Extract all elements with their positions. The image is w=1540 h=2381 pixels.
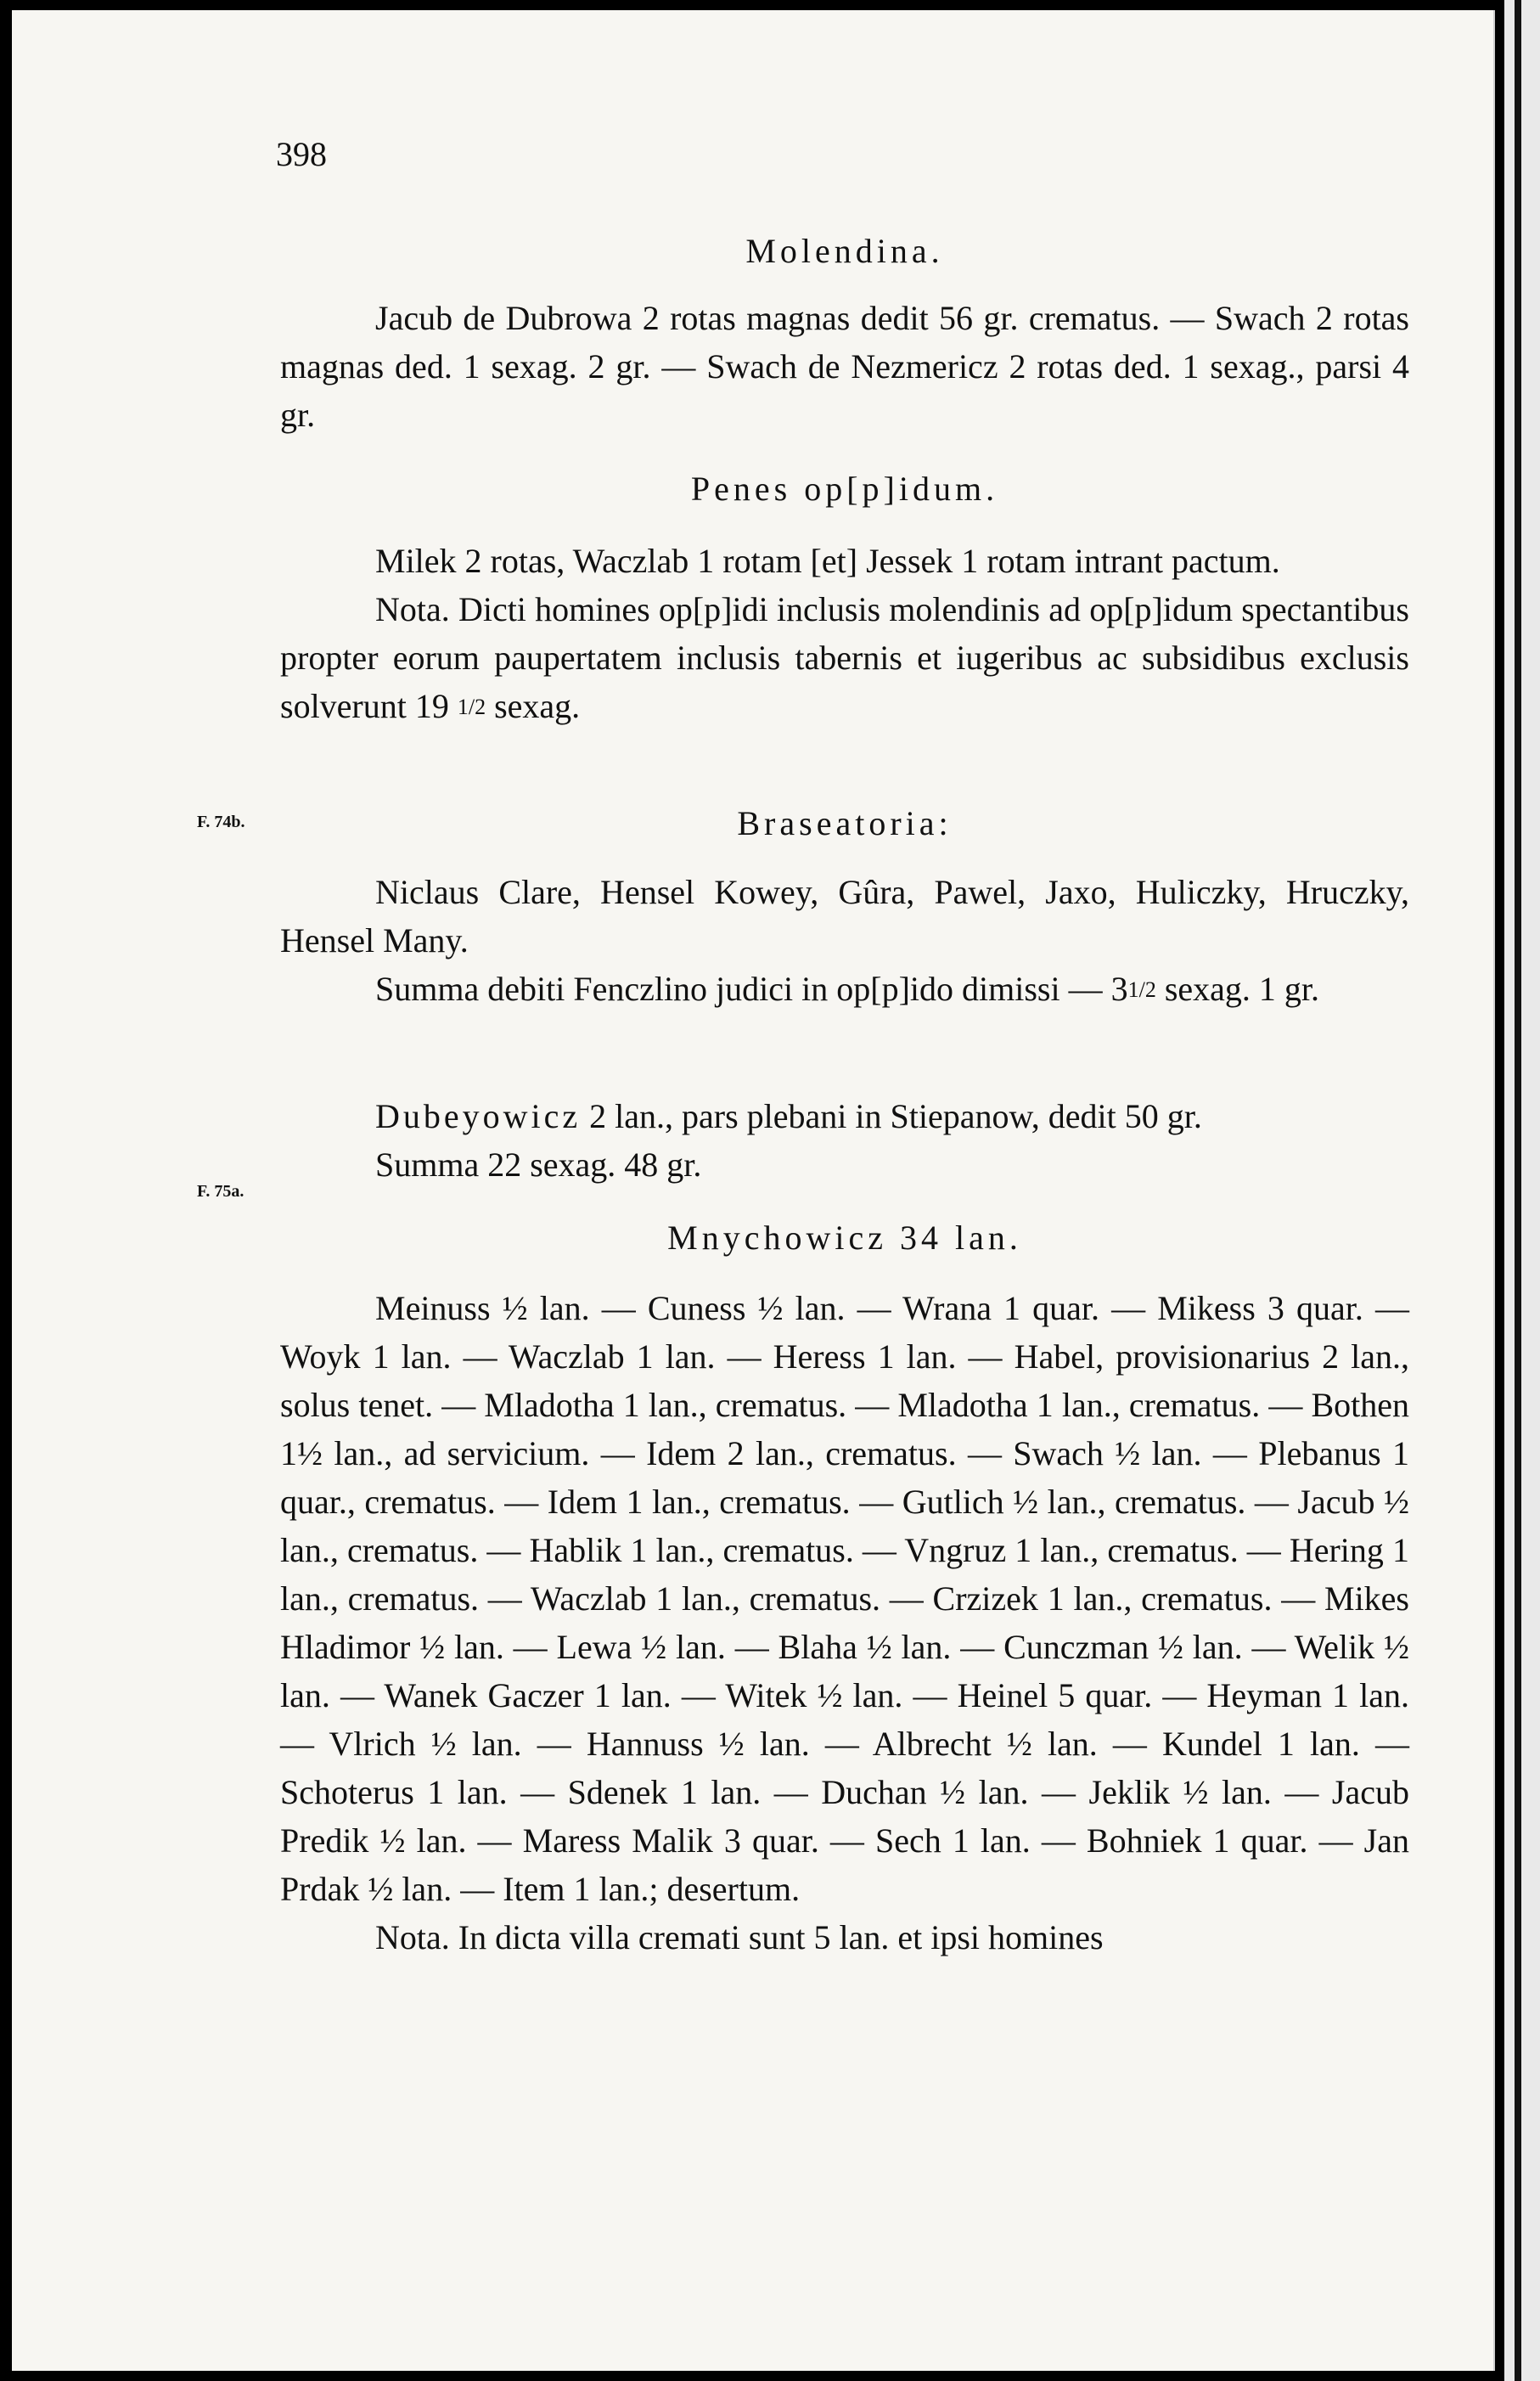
braseatoria-summa-fraction: 1/2 — [1127, 977, 1156, 1002]
dubeyowicz-name: Dubeyowicz — [375, 1097, 582, 1135]
penes-nota-a: Nota. Dicti homines op[p]idi inclusis molendinis ad op[p]idum spectantibus propter eorum paupertatem inclusis tabernis et iugeribus ac subsidibus exclusis solverunt 19 — [280, 590, 1409, 725]
dubeyowicz-line — [280, 1092, 1409, 1140]
penes-nota — [280, 585, 1409, 731]
page-number: 398 — [276, 135, 327, 173]
heading-penes: Penes op[p]idum. — [690, 470, 999, 508]
braseatoria-summa — [280, 965, 1409, 1014]
para-dubeyowicz — [280, 1092, 1409, 1189]
scan-edge-bar — [1515, 0, 1521, 2381]
heading-braseatoria: Braseatoria: — [737, 804, 953, 842]
heading-molendina: Molendina. — [745, 232, 944, 270]
braseatoria-text-1: Niclaus Clare, Hensel Kowey, Gûra, Pawel, Jaxo, Huliczky, Hruczky, Hensel Many. — [280, 873, 1409, 960]
margin-note-74b: F. 74b. — [197, 813, 245, 831]
braseatoria-summa-a: Summa debiti Fenczlino judici in op[p]ido dimissi — 3 — [375, 970, 1128, 1008]
penes-text-1: Milek 2 rotas, Waczlab 1 rotam [et] Jessek 1 rotam intrant pactum. — [375, 542, 1280, 580]
margin-note-75a: F. 75a. — [197, 1182, 244, 1201]
molendina-text: Jacub de Dubrowa 2 rotas magnas dedit 56 gr. crematus. — Swach 2 rotas magnas ded. 1 sexag. 2 gr. — Swach de Nezmericz 2 rotas ded. 1 sexag., parsi 4 gr. — [280, 299, 1409, 434]
para-mnychowicz — [280, 1284, 1409, 1962]
dubeyowicz-rest: 2 lan., pars plebani in Stiepanow, dedit 50 gr. — [581, 1097, 1202, 1135]
para-penes — [280, 537, 1409, 731]
heading-mnychowicz: Mnychowicz 34 lan. — [667, 1219, 1022, 1257]
mnychowicz-text: Meinuss ½ lan. — Cuness ½ lan. — Wrana 1 quar. — Mikess 3 quar. — Woyk 1 lan. — Waczlab 1 lan. — Heress 1 lan. — Habel, provisionarius 2 lan., solus tenet. — Mladotha 1 lan., crematus. — Mladotha 1 lan., crematus. — Bothen 1½ lan., ad servicium. — Idem 2 lan., crematus. — Swach ½ lan. — Plebanus 1 quar., crematus. — Idem 1 lan., crematus. — Gutlich ½ lan., crematus. — Jacub ½ lan., crematus. — Hablik 1 lan., crematus. — Vngruz 1 lan., crematus. — Hering 1 lan., crematus. — Waczlab 1 lan., crematus. — Crzizek 1 lan., crematus. — Mikes Hladimor ½ lan. — Lewa ½ lan. — Blaha ½ lan. — Cunczman ½ lan. — Welik ½ lan. — Wanek Gaczer 1 lan. — Witek ½ lan. — Heinel 5 quar. — Heyman 1 lan. — Vlrich ½ lan. — Hannuss ½ lan. — Albrecht ½ lan. — Kundel 1 lan. — Schoterus 1 lan. — Sdenek 1 lan. — Duchan ½ lan. — Jeklik ½ lan. — Jacub Predik ½ lan. — Maress Malik 3 quar. — Sech 1 lan. — Bohniek 1 quar. — Jan Prdak ½ lan. — Item 1 lan.; desertum. — [280, 1289, 1409, 1908]
para-molendina — [280, 294, 1409, 439]
scan-edge — [1504, 0, 1540, 2381]
braseatoria-summa-b: sexag. 1 gr. — [1155, 970, 1320, 1008]
penes-nota-b: sexag. — [486, 687, 581, 725]
penes-nota-fraction: 1/2 — [457, 695, 486, 719]
dubeyowicz-summa: Summa 22 sexag. 48 gr. — [375, 1145, 702, 1184]
para-braseatoria — [280, 868, 1409, 1014]
mnychowicz-nota: Nota. In dicta villa cremati sunt 5 lan. et ipsi homines — [375, 1918, 1104, 1956]
